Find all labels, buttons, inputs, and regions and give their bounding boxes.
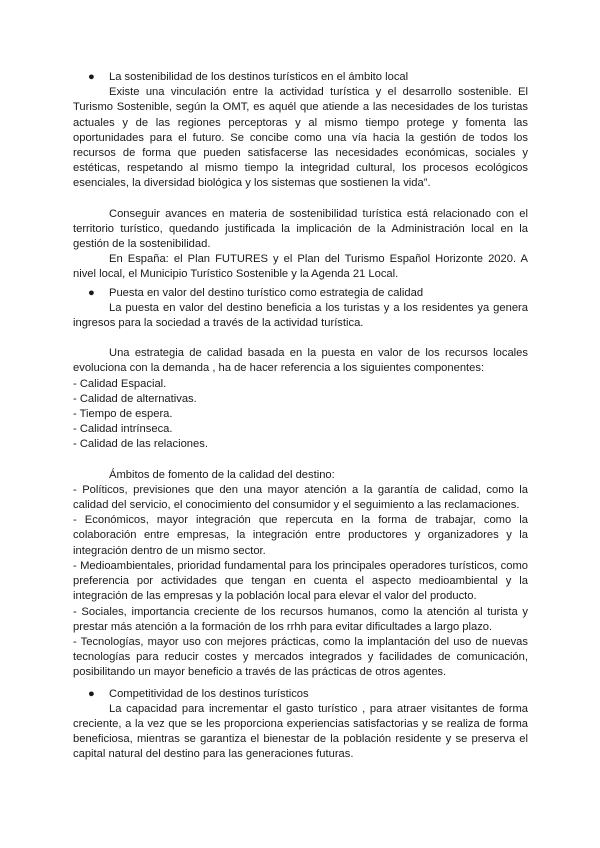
section-heading-text: Competitividad de los destinos turísticos bbox=[109, 687, 309, 700]
subheading: Ámbitos de fomento de la calidad del destino: bbox=[109, 468, 335, 481]
bullet-icon: ● bbox=[88, 286, 95, 299]
section-heading-competitividad bbox=[73, 687, 528, 702]
list-item: - Tecnologías, mayor uso con mejores prácticas, como la implantación del uso de nuevas tecnologías para reducir costes y mercados integrados y facilidades de comunicación, posibilitando un mayor beneficio a través de las prácticas de otros agentes. bbox=[73, 635, 528, 679]
bullet-icon: ● bbox=[88, 71, 95, 83]
section-heading-sostenibilidad bbox=[73, 70, 528, 85]
list-item: - Sociales, importancia creciente de los recursos humanos, como la atención al turista y prestar más atención a la formación de los rrhh para evitar dificultades a largo plazo. bbox=[73, 605, 528, 633]
list-item: - Políticos, previsiones que den una mayor atención a la garantía de calidad, como la calidad del servicio, el conocimiento del consumidor y el seguimiento a las reclamaciones. bbox=[73, 483, 528, 512]
bullet-icon: ● bbox=[88, 687, 95, 700]
list-item: - Calidad de alternativas. bbox=[73, 392, 197, 405]
paragraph: La capacidad para incrementar el gasto turístico , para atraer visitantes de forma creciente, a la vez que se les proporciona experiencias satisfactorias y se realiza de forma beneficiosa, mientras se garantiza el bienestar de la población residente y se preserva el capital natural del destino para las generaciones futuras. bbox=[73, 702, 528, 761]
list-item: - Económicos, mayor integración que repercuta en la forma de trabajar, como la colaboración entre empresas, la integración entre productores y organizadores y la integración dentro de un mismo sector. bbox=[73, 514, 528, 557]
section-heading-text: La sostenibilidad de los destinos turísticos en el ámbito local bbox=[109, 71, 409, 83]
paragraph: Una estrategia de calidad basada en la puesta en valor de los recursos locales evoluciona con la demanda , ha de hacer referencia a los siguientes componentes: bbox=[73, 347, 528, 375]
paragraph: Conseguir avances en materia de sostenibilidad turística está relacionado con el territorio turístico, quedando justificada la implicación de la Administración local en la gestión de la sostenibilidad. bbox=[73, 207, 528, 251]
list-item: - Calidad Espacial. bbox=[73, 377, 167, 390]
list-item: - Calidad de las relaciones. bbox=[73, 438, 208, 451]
paragraph: Existe una vinculación entre la actividad turística y el desarrollo sostenible. El Turismo Sostenible, según la OMT, es aquél que atiende a las necesidades de los turistas actuales y de las regiones perceptoras y al mismo tiempo protege y fomenta las oportunidades para el futuro. Se concibe como una vía hacia la gestión de todos los recursos de forma que pueden satisfacerse las necesidades económicas, sociales y estéticas, respetando al mismo tiempo la integridad cultural, los procesos ecológicos esenciales, la diversidad biológica y los sistemas que sostienen la vida”. bbox=[73, 86, 528, 190]
paragraph: La puesta en valor del destino beneficia a los turistas y a los residentes ya genera ingresos para la sociedad a través de la actividad turística. bbox=[73, 301, 528, 330]
section-heading-text: Puesta en valor del destino turístico como estrategia de calidad bbox=[109, 286, 424, 299]
list-item: - Tiempo de espera. bbox=[73, 408, 173, 421]
section-heading-puesta-en-valor bbox=[73, 286, 528, 301]
document-page bbox=[73, 70, 528, 763]
list-item: - Calidad intrínseca. bbox=[73, 423, 173, 436]
paragraph: En España: el Plan FUTURES y el Plan del Turismo Español Horizonte 2020. A nivel local, el Municipio Turístico Sostenible y la Agenda 21 Local. bbox=[73, 253, 528, 281]
list-item: - Medioambientales, prioridad fundamental para los principales operadores turísticos, como preferencia por actividades que tengan en cuenta el aspecto medioambiental y la integración de las empresas y la población local para elevar el valor del producto. bbox=[73, 559, 528, 603]
